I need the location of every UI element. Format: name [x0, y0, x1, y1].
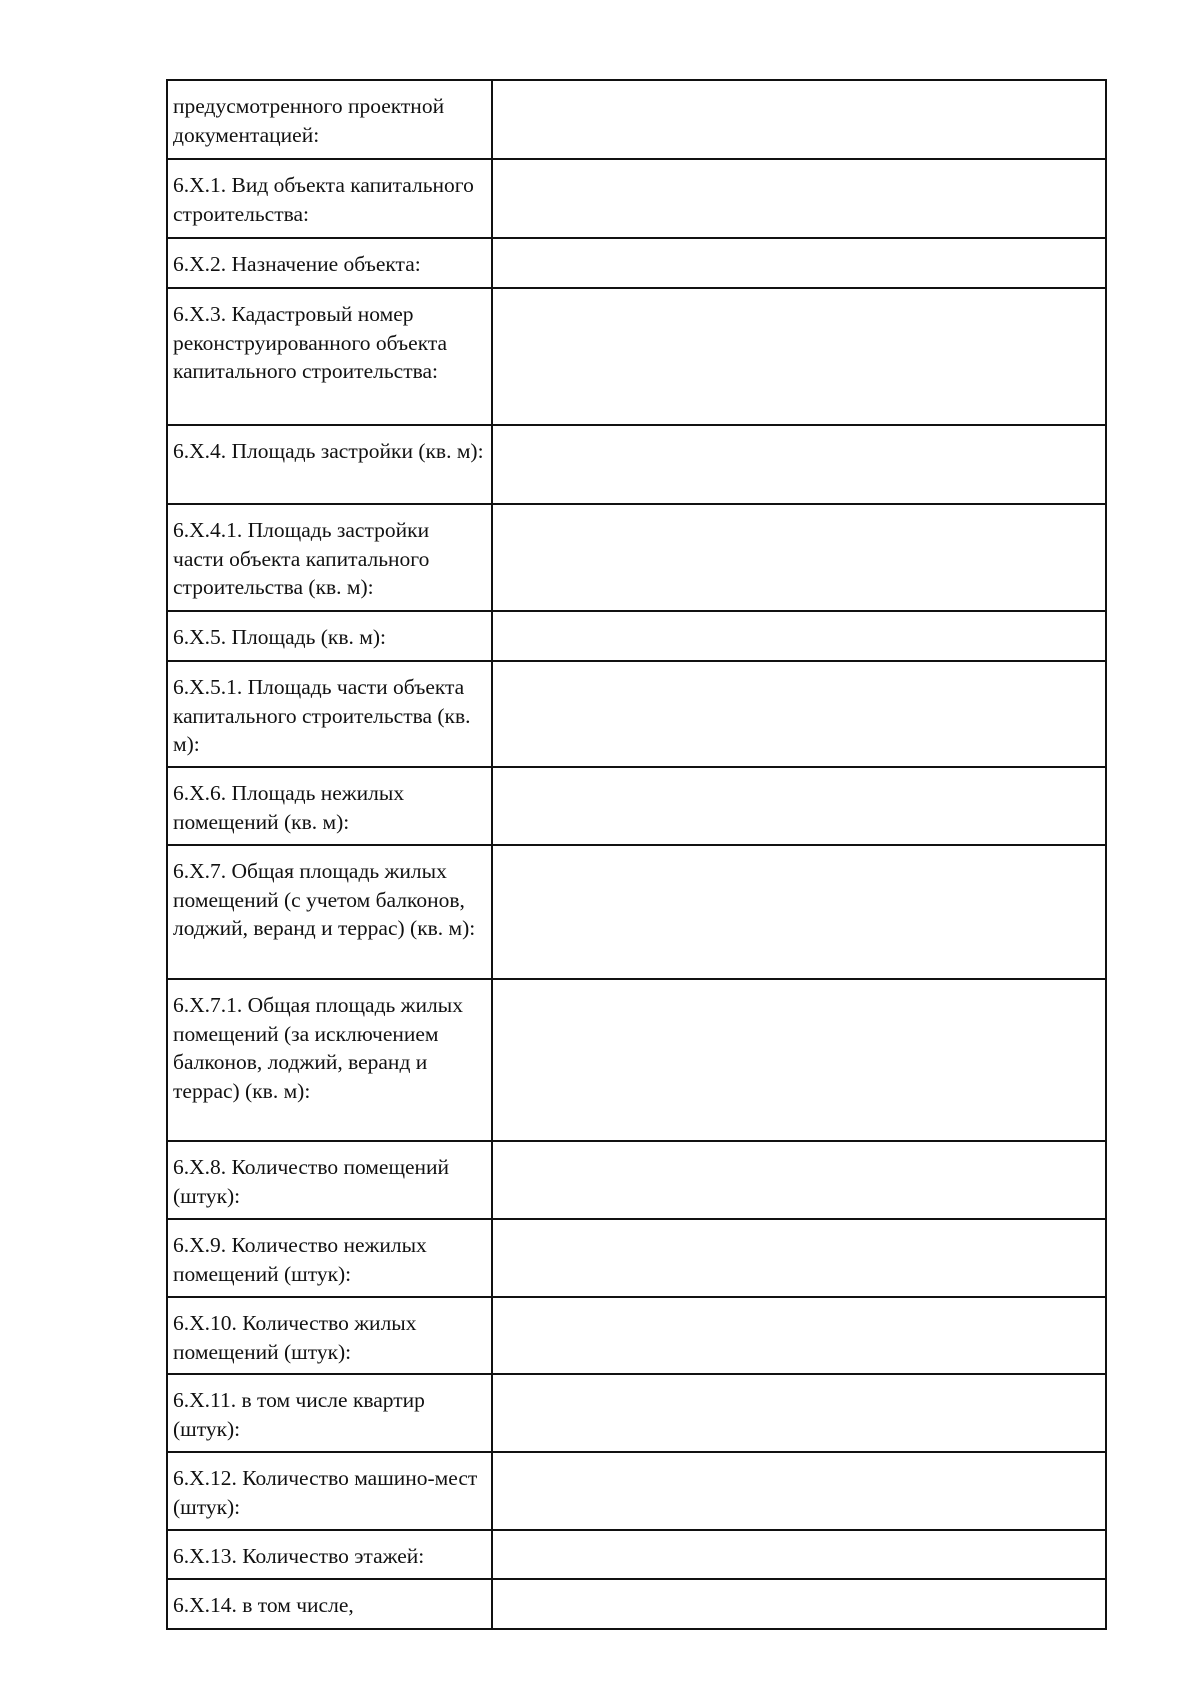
field-label-area: 6.X.5. Площадь (кв. м):	[167, 611, 492, 661]
field-value-building-area[interactable]	[492, 425, 1106, 504]
table-row	[167, 1530, 1106, 1579]
field-label-nonresidential-rooms-count: 6.X.9. Количество нежилых помещений (штук):	[167, 1219, 492, 1297]
field-value-project-documentation[interactable]	[492, 80, 1106, 159]
table-row	[167, 611, 1106, 661]
field-value-including[interactable]	[492, 1579, 1106, 1629]
field-value-rooms-count[interactable]	[492, 1141, 1106, 1219]
table-row	[167, 504, 1106, 611]
field-value-residential-area-total[interactable]	[492, 845, 1106, 979]
table-row	[167, 767, 1106, 845]
field-value-floors-count[interactable]	[492, 1530, 1106, 1579]
field-label-object-purpose: 6.X.2. Назначение объекта:	[167, 238, 492, 288]
field-value-cadastral-number[interactable]	[492, 288, 1106, 425]
field-value-object-purpose[interactable]	[492, 238, 1106, 288]
table-row	[167, 288, 1106, 425]
field-value-residential-rooms-count[interactable]	[492, 1297, 1106, 1374]
field-label-nonresidential-area: 6.X.6. Площадь нежилых помещений (кв. м):	[167, 767, 492, 845]
table-row	[167, 661, 1106, 767]
table-row	[167, 80, 1106, 159]
field-label-area-part: 6.X.5.1. Площадь части объекта капитального строительства (кв. м):	[167, 661, 492, 767]
table-row	[167, 1374, 1106, 1452]
field-label-project-documentation: предусмотренного проектной документацией:	[167, 80, 492, 159]
field-label-apartments-count: 6.X.11. в том числе квартир (штук):	[167, 1374, 492, 1452]
table-row	[167, 425, 1106, 504]
table-row	[167, 159, 1106, 238]
field-label-rooms-count: 6.X.8. Количество помещений (штук):	[167, 1141, 492, 1219]
form-table	[166, 79, 1107, 1630]
field-value-area[interactable]	[492, 611, 1106, 661]
field-value-parking-spaces-count[interactable]	[492, 1452, 1106, 1530]
field-value-building-area-part[interactable]	[492, 504, 1106, 611]
field-label-residential-rooms-count: 6.X.10. Количество жилых помещений (штук):	[167, 1297, 492, 1374]
field-label-building-area: 6.X.4. Площадь застройки (кв. м):	[167, 425, 492, 504]
table-row	[167, 238, 1106, 288]
field-value-nonresidential-area[interactable]	[492, 767, 1106, 845]
field-label-cadastral-number: 6.X.3. Кадастровый номер реконструированного объекта капитального строительства:	[167, 288, 492, 425]
field-value-nonresidential-rooms-count[interactable]	[492, 1219, 1106, 1297]
field-label-parking-spaces-count: 6.X.12. Количество машино-мест (штук):	[167, 1452, 492, 1530]
field-value-object-type[interactable]	[492, 159, 1106, 238]
field-value-residential-area-net[interactable]	[492, 979, 1106, 1141]
field-label-building-area-part: 6.X.4.1. Площадь застройки части объекта капитального строительства (кв. м):	[167, 504, 492, 611]
table-row	[167, 1579, 1106, 1629]
table-row	[167, 1297, 1106, 1374]
table-row	[167, 1452, 1106, 1530]
table-row	[167, 1219, 1106, 1297]
table-row	[167, 845, 1106, 979]
field-label-residential-area-net: 6.X.7.1. Общая площадь жилых помещений (за исключением балконов, лоджий, веранд и террас) (кв. м):	[167, 979, 492, 1141]
field-label-residential-area-total: 6.X.7. Общая площадь жилых помещений (с учетом балконов, лоджий, веранд и террас) (кв. м):	[167, 845, 492, 979]
table-row	[167, 1141, 1106, 1219]
field-label-object-type: 6.X.1. Вид объекта капитального строительства:	[167, 159, 492, 238]
table-row	[167, 979, 1106, 1141]
field-value-area-part[interactable]	[492, 661, 1106, 767]
field-label-including: 6.X.14. в том числе,	[167, 1579, 492, 1629]
field-label-floors-count: 6.X.13. Количество этажей:	[167, 1530, 492, 1579]
field-value-apartments-count[interactable]	[492, 1374, 1106, 1452]
